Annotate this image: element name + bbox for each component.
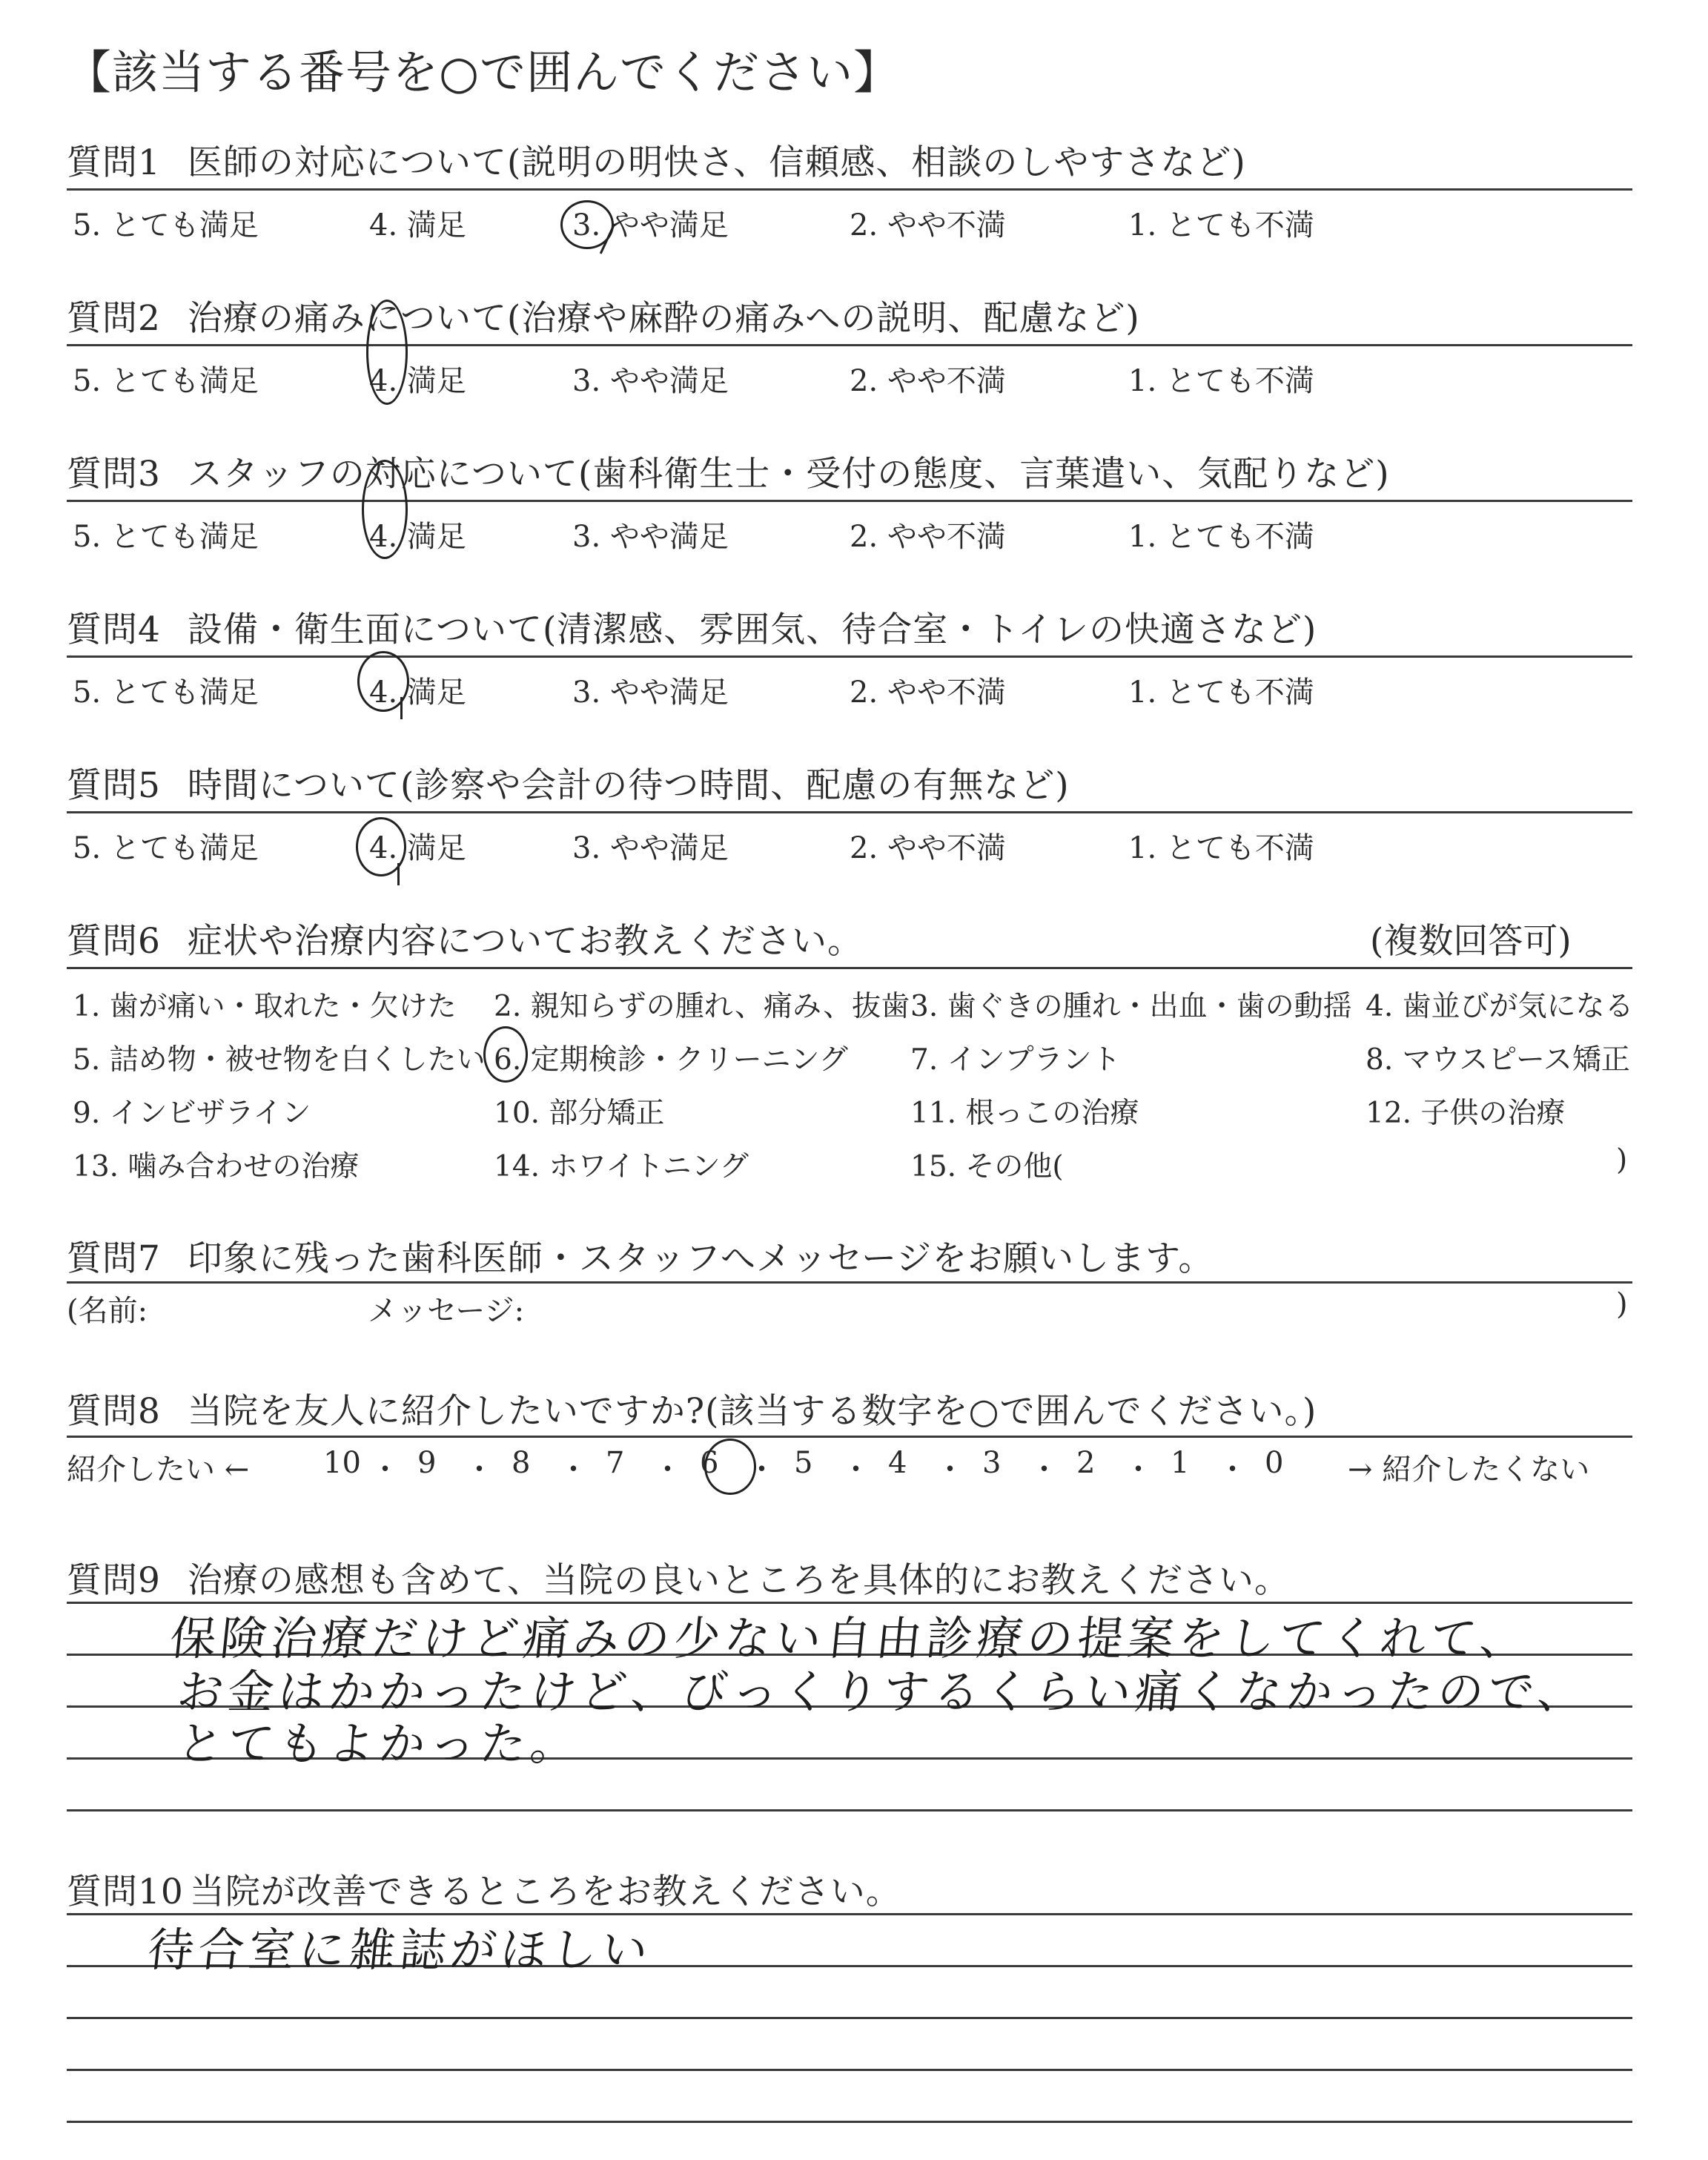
q8-scale-separator: ・ xyxy=(935,1453,965,1487)
q8-scale-separator: ・ xyxy=(841,1453,871,1487)
question-5-rule xyxy=(67,811,1632,813)
q8-selection-circle xyxy=(704,1439,756,1495)
q6-item-11[interactable]: 11. 根っこの治療 xyxy=(910,1097,1139,1130)
q8-scale-value-5[interactable]: 5 xyxy=(794,1446,813,1480)
question-8-text: 当院を友人に紹介したいですか?(該当する数字を○で囲んでください。) xyxy=(187,1391,1317,1432)
question-7-number: 質問7 xyxy=(67,1238,161,1279)
q8-scale-value-6[interactable]: 6 xyxy=(700,1446,719,1480)
question-3-rule xyxy=(67,500,1632,502)
q8-scale-separator: ・ xyxy=(747,1453,777,1487)
q6-item-3[interactable]: 3. 歯ぐきの腫れ・出血・歯の動揺 xyxy=(910,990,1352,1023)
q6-item-6[interactable]: 6. 定期検診・クリーニング xyxy=(494,1043,848,1077)
q7-message-label: メッセージ: xyxy=(368,1294,525,1328)
q6-item-2[interactable]: 2. 親知らずの腫れ、痛み、抜歯 xyxy=(494,990,910,1023)
question-1-heading xyxy=(67,135,1246,185)
question-5-text: 時間について(診察や会計の待つ時間、配慮の有無など) xyxy=(187,765,1070,806)
q4-option-1[interactable]: 1. とても不満 xyxy=(1128,676,1314,710)
question-9-number: 質問9 xyxy=(67,1560,161,1601)
q6-item-8[interactable]: 8. マウスピース矯正 xyxy=(1366,1043,1630,1077)
q2-option-4[interactable]: 4. 満足 xyxy=(369,364,466,398)
question-1-number: 質問1 xyxy=(67,142,161,183)
question-5-heading xyxy=(67,758,1070,807)
q6-item-9[interactable]: 9. インビザライン xyxy=(73,1097,311,1130)
question-8-heading xyxy=(67,1384,1317,1433)
q8-scale-value-7[interactable]: 7 xyxy=(606,1446,625,1480)
question-4-number: 質問4 xyxy=(67,610,161,650)
q7-name-label: (名前: xyxy=(67,1294,148,1328)
q6-item-13[interactable]: 13. 噛み合わせの治療 xyxy=(73,1150,360,1183)
question-6-text: 症状や治療内容についてお教えください。 xyxy=(187,921,863,962)
question-10-number: 質問10 xyxy=(67,1872,184,1912)
q5-option-4[interactable]: 4. 満足 xyxy=(369,831,466,865)
q9-answer-line-2: お金はかかったけど、びっくりするくらい痛くなかったので、 xyxy=(174,1665,1592,1719)
q1-option-5[interactable]: 5. とても満足 xyxy=(73,208,259,242)
q2-selection-circle xyxy=(366,300,408,405)
question-9-text: 治療の感想も含めて、当院の良いところを具体的にお教えください。 xyxy=(187,1560,1290,1601)
q9-answer-line-1: 保険治療だけど痛みの少ない自由診療の提案をしてくれて、 xyxy=(167,1611,1534,1665)
q8-scale-separator: ・ xyxy=(652,1453,683,1487)
q3-option-5[interactable]: 5. とても満足 xyxy=(73,520,259,554)
q2-option-5[interactable]: 5. とても満足 xyxy=(73,364,259,398)
question-7-text: 印象に残った歯科医師・スタッフへメッセージをお願いします。 xyxy=(187,1238,1214,1279)
q8-scale-value-2[interactable]: 2 xyxy=(1076,1446,1096,1480)
question-10-heading xyxy=(67,1864,901,1914)
q6-item-14[interactable]: 14. ホワイトニング xyxy=(494,1150,749,1183)
q3-option-2[interactable]: 2. やや不満 xyxy=(850,520,1006,554)
q6-item-1[interactable]: 1. 歯が痛い・取れた・欠けた xyxy=(73,990,457,1023)
q10-answer-line-1: 待合室に雑誌がほしい xyxy=(145,1923,655,1977)
question-3-heading xyxy=(67,446,1390,496)
q8-scale-separator: ・ xyxy=(1029,1453,1059,1487)
q6-item-12[interactable]: 12. 子供の治療 xyxy=(1366,1097,1566,1130)
q5-circle-tail xyxy=(397,863,400,885)
question-1-text: 医師の対応について(説明の明快さ、信頼感、相談のしやすさなど) xyxy=(187,142,1246,183)
q5-option-2[interactable]: 2. やや不満 xyxy=(850,831,1006,865)
form-title: 【該当する番号を○で囲んでください】 xyxy=(65,45,901,99)
question-1-rule xyxy=(67,188,1632,191)
q8-scale-separator: ・ xyxy=(370,1453,400,1487)
question-2-heading xyxy=(67,291,1140,340)
q4-option-4[interactable]: 4. 満足 xyxy=(369,676,466,710)
q4-option-2[interactable]: 2. やや不満 xyxy=(850,676,1006,710)
question-7-rule xyxy=(67,1281,1632,1284)
q5-option-5[interactable]: 5. とても満足 xyxy=(73,831,259,865)
question-6-multiple-note: (複数回答可) xyxy=(1370,921,1572,962)
q1-option-2[interactable]: 2. やや不満 xyxy=(850,208,1006,242)
q8-scale-value-0[interactable]: 0 xyxy=(1265,1446,1284,1480)
q6-item-7[interactable]: 7. インプラント xyxy=(910,1043,1121,1077)
q8-scale-separator: ・ xyxy=(1123,1453,1153,1487)
question-9-heading xyxy=(67,1553,1290,1602)
q8-scale-value-1[interactable]: 1 xyxy=(1171,1446,1190,1480)
q9-line-5 xyxy=(67,1809,1632,1811)
q9-answer-line-3: とてもよかった。 xyxy=(174,1717,584,1771)
question-10-text: 当院が改善できるところをお教えください。 xyxy=(189,1872,901,1912)
q5-option-3[interactable]: 3. やや満足 xyxy=(572,831,729,865)
q3-option-4[interactable]: 4. 満足 xyxy=(369,520,466,554)
q4-option-5[interactable]: 5. とても満足 xyxy=(73,676,259,710)
q6-selection-circle xyxy=(483,1026,528,1083)
q6-item-4[interactable]: 4. 歯並びが気になる xyxy=(1366,990,1634,1023)
question-2-text: 治療の痛みについて(治療や麻酔の痛みへの説明、配慮など) xyxy=(187,298,1140,339)
question-2-rule xyxy=(67,344,1632,346)
q4-circle-tail xyxy=(400,697,403,719)
question-6-number: 質問6 xyxy=(67,921,161,962)
question-4-text: 設備・衛生面について(清潔感、雰囲気、待合室・トイレの快適さなど) xyxy=(187,610,1317,650)
q2-option-2[interactable]: 2. やや不満 xyxy=(850,364,1006,398)
q8-scale-value-3[interactable]: 3 xyxy=(982,1446,1002,1480)
question-6-rule xyxy=(67,967,1632,969)
q1-option-4[interactable]: 4. 満足 xyxy=(369,208,466,242)
q8-scale-separator: ・ xyxy=(464,1453,494,1487)
q6-item-10[interactable]: 10. 部分矯正 xyxy=(494,1097,665,1130)
question-6-heading xyxy=(67,914,863,963)
question-8-number: 質問8 xyxy=(67,1391,161,1432)
question-3-number: 質問3 xyxy=(67,454,161,495)
q10-line-4 xyxy=(67,2069,1632,2071)
q10-line-5 xyxy=(67,2121,1632,2123)
q6-item-15[interactable]: 15. その他( xyxy=(910,1150,1064,1183)
q6-item-5[interactable]: 5. 詰め物・被せ物を白くしたい xyxy=(73,1043,486,1077)
question-4-heading xyxy=(67,602,1317,652)
q7-close-paren: ) xyxy=(1616,1287,1628,1321)
q3-option-3[interactable]: 3. やや満足 xyxy=(572,520,729,554)
q8-scale-separator: ・ xyxy=(1217,1453,1248,1487)
question-5-number: 質問5 xyxy=(67,765,161,806)
q8-left-label: 紹介したい ← xyxy=(67,1453,250,1487)
q8-scale-value-9[interactable]: 9 xyxy=(417,1446,437,1480)
q8-scale-value-8[interactable]: 8 xyxy=(512,1446,531,1480)
q8-right-label: → 紹介したくない xyxy=(1348,1453,1590,1487)
q8-scale-value-10[interactable]: 10 xyxy=(323,1446,361,1480)
q10-line-3 xyxy=(67,2017,1632,2019)
question-8-rule xyxy=(67,1436,1632,1438)
q8-scale-value-4[interactable]: 4 xyxy=(888,1446,907,1480)
q3-selection-circle xyxy=(362,460,408,559)
question-2-number: 質問2 xyxy=(67,298,161,339)
q3-option-1[interactable]: 1. とても不満 xyxy=(1128,520,1314,554)
q1-option-1[interactable]: 1. とても不満 xyxy=(1128,208,1314,242)
q1-option-3[interactable]: 3. やや満足 xyxy=(572,208,729,242)
q6-other-close-paren: ) xyxy=(1616,1143,1628,1177)
q2-option-1[interactable]: 1. とても不満 xyxy=(1128,364,1314,398)
question-3-text: スタッフの対応について(歯科衛生士・受付の態度、言葉遣い、気配りなど) xyxy=(187,454,1390,495)
question-7-heading xyxy=(67,1231,1214,1281)
q8-scale-separator: ・ xyxy=(558,1453,589,1487)
q2-option-3[interactable]: 3. やや満足 xyxy=(572,364,729,398)
q5-option-1[interactable]: 1. とても不満 xyxy=(1128,831,1314,865)
q4-option-3[interactable]: 3. やや満足 xyxy=(572,676,729,710)
question-4-rule xyxy=(67,655,1632,658)
